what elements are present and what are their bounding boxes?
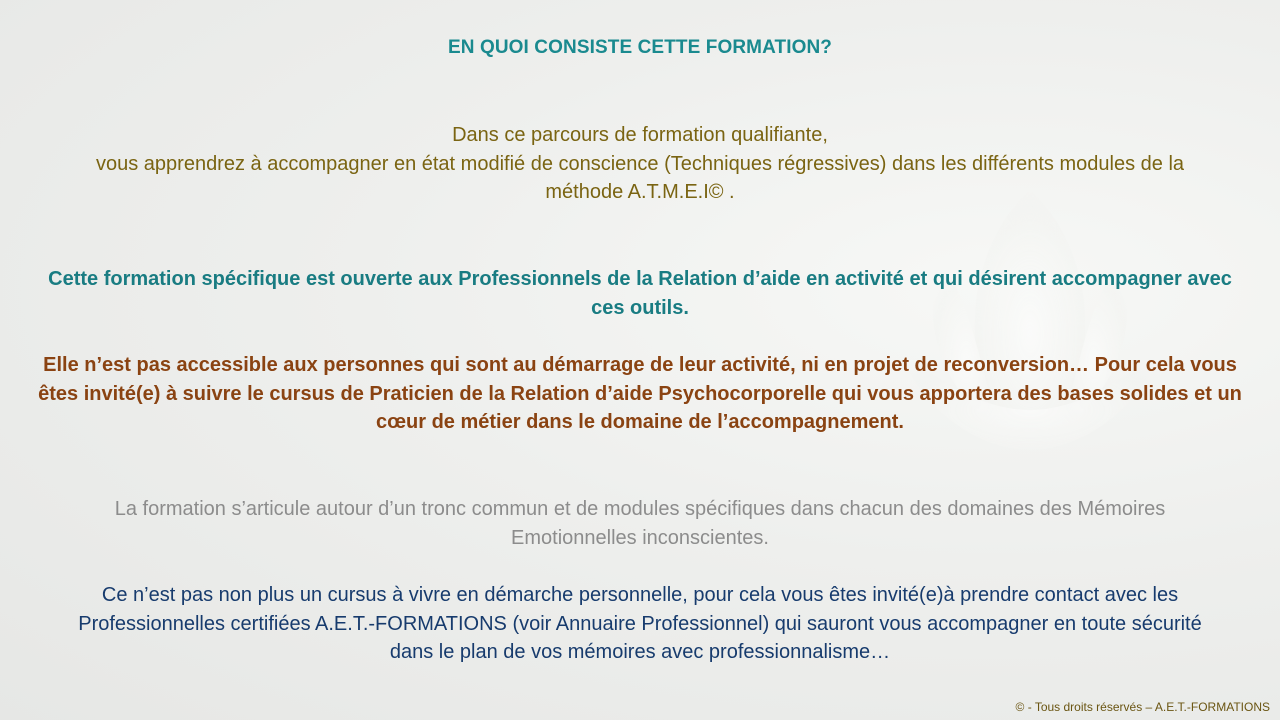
open-to-line-1: Cette formation spécifique est ouverte aux Professionnels de la Relation d’aide en activité et qui désirent accompagner avec xyxy=(48,268,1232,290)
not-for-paragraph xyxy=(10,351,1270,437)
not-for-line-3: cœur de métier dans le domaine de l’accompagnement. xyxy=(376,411,904,433)
structure-line-2: Emotionnelles inconscientes. xyxy=(511,526,769,549)
contact-line-3: dans le plan de vos mémoires avec professionnalisme… xyxy=(389,641,891,663)
open-to-line-2: ces outils. xyxy=(591,296,689,319)
intro-line-3: méthode A.T.M.E.I© . xyxy=(545,181,735,203)
not-for-line-2: êtes invité(e) à suivre le cursus de Praticien de la Relation d’aide Psychocorporelle qui vous apportera des bases solides et un xyxy=(38,382,1242,405)
open-to-paragraph xyxy=(10,265,1270,322)
contact-paragraph xyxy=(10,581,1270,667)
copyright-notice: © - Tous droits réservés – A.E.T.-FORMATIONS xyxy=(1015,700,1270,714)
contact-line-2: Professionnelles certifiées A.E.T.-FORMATIONS (voir Annuaire Professionnel) qui sauront vous accompagner en toute sécurité xyxy=(78,612,1202,635)
contact-line-1: Ce n’est pas non plus un cursus à vivre en démarche personnelle, pour cela vous êtes invité(e)à prendre contact avec les xyxy=(101,584,1179,606)
intro-line-1: Dans ce parcours de formation qualifiante, xyxy=(452,124,828,146)
structure-line-1: La formation s’articule autour d’un tronc commun et de modules spécifiques dans chacun des domaines des Mémoires xyxy=(114,498,1166,520)
intro-line-2: vous apprendrez à accompagner en état modifié de conscience (Techniques régressives) dans les différents modules de la xyxy=(95,152,1185,175)
structure-paragraph xyxy=(10,495,1270,552)
intro-paragraph xyxy=(10,121,1270,207)
not-for-line-1: Elle n’est pas accessible aux personnes qui sont au démarrage de leur activité, ni en projet de reconversion… Pour cela vous xyxy=(43,354,1237,376)
slide-title: EN QUOI CONSISTE CETTE FORMATION? xyxy=(447,37,832,58)
